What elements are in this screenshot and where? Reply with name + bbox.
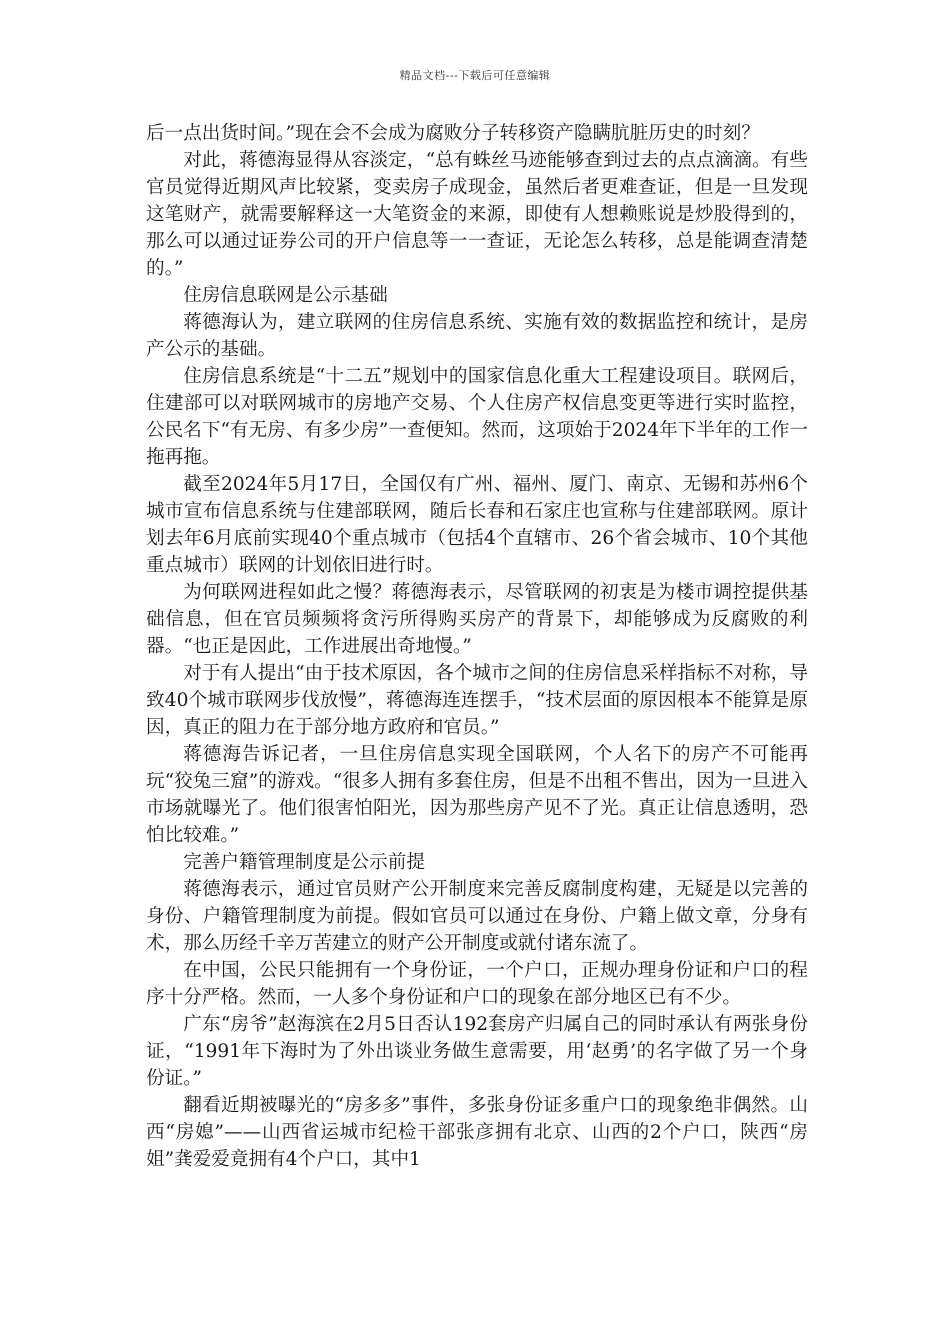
paragraph: 在中国，公民只能拥有一个身份证，一个户口，正规办理身份证和户口的程序十分严格。然而，一人多个身份证和户口的现象在部分地区已有不少。 bbox=[146, 960, 808, 1008]
paragraph: 对此，蒋德海显得从容淡定，“总有蛛丝马迹能够查到过去的点点滴滴。有些官员觉得近期风声比较紧，变卖房子成现金，虽然后者更难查证，但是一旦发现这笔财产，就需要解释这一大笔资金的来源，即使有人想赖账说是炒股得到的，那么可以通过证券公司的开户信息等一一查证，无论怎么转移，总是能调查清楚的。” bbox=[146, 150, 808, 279]
document-body bbox=[146, 120, 808, 1173]
section-heading-household-registration: 完善户籍管理制度是公示前提 bbox=[183, 852, 425, 873]
paragraph: 翻看近期被曝光的“房多多”事件，多张身份证多重户口的现象绝非偶然。山西“房媳”——山西省运城市纪检干部张彦拥有北京、山西的2个户口，陕西“房姐”龚爱爱竟拥有4个户口，其中1 bbox=[146, 1095, 808, 1170]
paragraph: 蒋德海表示，通过官员财产公开制度来完善反腐制度构建，无疑是以完善的身份、户籍管理制度为前提。假如官员可以通过在身份、户籍上做文章，分身有术，那么历经千辛万苦建立的财产公开制度或就付诸东流了。 bbox=[146, 879, 808, 954]
paragraph: 为何联网进程如此之慢？蒋德海表示，尽管联网的初衷是为楼市调控提供基础信息，但在官员频频将贪污所得购买房产的背景下，却能够成为反腐败的利器。“也正是因此，工作进展出奇地慢。” bbox=[146, 582, 808, 657]
paragraph-continued: 后一点出货时间。”现在会不会成为腐败分子转移资产隐瞒肮脏历史的时刻？ bbox=[146, 123, 760, 144]
paragraph: 截至2024年5月17日，全国仅有广州、福州、厦门、南京、无锡和苏州6个城市宣布信息系统与住建部联网，随后长春和石家庄也宣称与住建部联网。原计划去年6月底前实现40个重点城市（包括4个直辖市、26个省会城市、10个其他重点城市）联网的计划依旧进行时。 bbox=[146, 474, 808, 576]
section-heading-housing-network: 住房信息联网是公示基础 bbox=[183, 285, 388, 306]
paragraph: 蒋德海告诉记者，一旦住房信息实现全国联网，个人名下的房产不可能再玩“狡兔三窟”的游戏。“很多人拥有多套住房，但是不出租不售出，因为一旦进入市场就曝光了。他们很害怕阳光，因为那些房产见不了光。真正让信息透明，恐怕比较难。” bbox=[146, 744, 808, 846]
paragraph: 蒋德海认为，建立联网的住房信息系统、实施有效的数据监控和统计，是房产公示的基础。 bbox=[146, 312, 808, 360]
page-header: 精品文档---下载后可任意编辑 bbox=[399, 69, 551, 82]
paragraph: 广东“房爷”赵海滨在2月5日否认192套房产归属自己的同时承认有两张身份证，“1991年下海时为了外出谈业务做生意需要，用‘赵勇’的名字做了另一个身份证。” bbox=[146, 1014, 808, 1089]
paragraph: 住房信息系统是“十二五”规划中的国家信息化重大工程建设项目。联网后，住建部可以对联网城市的房地产交易、个人住房产权信息变更等进行实时监控，公民名下“有无房、有多少房”一查便知。然而，这项始于2024年下半年的工作一拖再拖。 bbox=[146, 366, 808, 468]
paragraph: 对于有人提出“由于技术原因，各个城市之间的住房信息采样指标不对称，导致40个城市联网步伐放慢”，蒋德海连连摆手，“技术层面的原因根本不能算是原因，真正的阻力在于部分地方政府和官员。” bbox=[146, 663, 808, 738]
